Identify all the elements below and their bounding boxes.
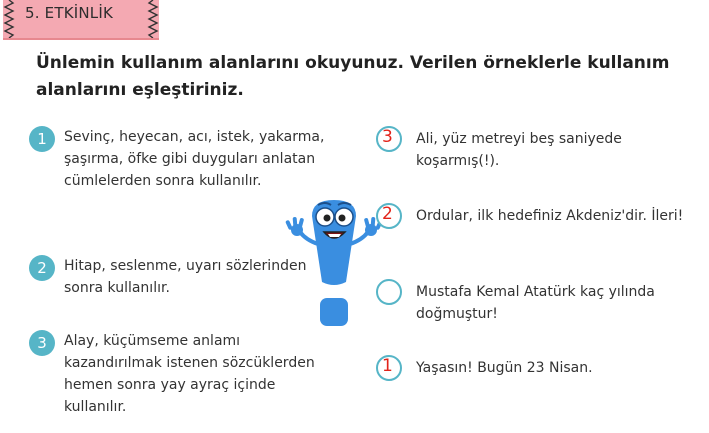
usage-text: Sevinç, heyecan, acı, istek, yakarma, şaşırma, öfke gibi duyguları anlatan cümlelerden sonra kullanılır. <box>64 129 325 189</box>
answer-mark: 1 <box>382 356 393 376</box>
usage-number-badge: 2 <box>29 255 55 281</box>
usage-number-badge: 3 <box>29 330 55 356</box>
zigzag-border-right-icon <box>147 0 159 38</box>
activity-tag <box>3 0 159 40</box>
usage-text: Hitap, seslenme, uyarı sözlerinden sonra kullanılır. <box>64 258 307 296</box>
answer-mark: 3 <box>382 127 393 147</box>
example-text: Mustafa Kemal Atatürk kaç yılında doğmuştur! <box>416 284 655 322</box>
activity-label: 5. ETKİNLİK <box>25 4 114 22</box>
zigzag-border-left-icon <box>3 0 15 38</box>
example-text: Ordular, ilk hedefiniz Akdeniz'dir. İleri! <box>416 208 684 224</box>
instruction-text: Ünlemin kullanım alanlarını okuyunuz. Verilen örneklerle kullanım alanlarını eşleştiriniz. <box>36 53 670 100</box>
exclamation-mascot-icon <box>282 190 386 332</box>
answer-mark: 2 <box>382 204 393 224</box>
example-text: Ali, yüz metreyi beş saniyede koşarmış(!). <box>416 131 622 169</box>
usage-text: Alay, küçümseme anlamı kazandırılmak istenen sözcüklerden hemen sonra yay ayraç içinde kullanılır. <box>64 333 315 415</box>
example-text: Yaşasın! Bugün 23 Nisan. <box>416 360 593 376</box>
answer-circle[interactable] <box>376 279 402 305</box>
usage-number-badge: 1 <box>29 126 55 152</box>
